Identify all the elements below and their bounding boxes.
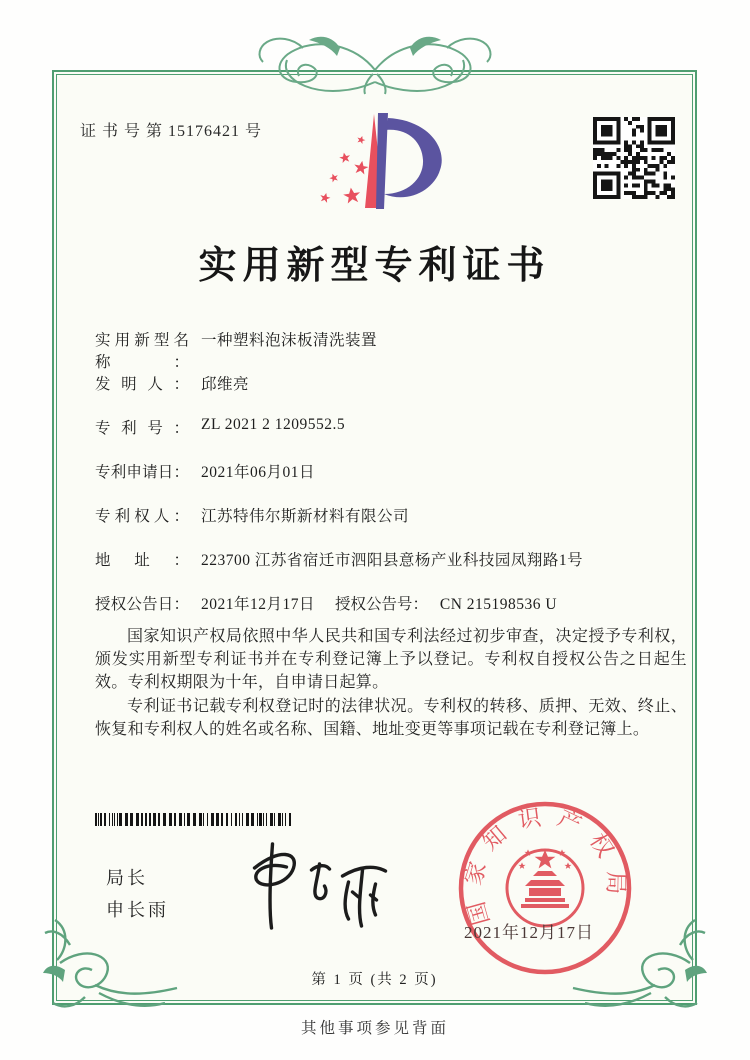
field-label: 专利权人： (95, 508, 189, 525)
field-value: 2021年06月01日 (201, 464, 316, 481)
field-label: 专利申请日： (95, 464, 189, 481)
field-label: 实用新型名称： (95, 332, 189, 371)
field-value: CN 215198536 U (439, 596, 558, 613)
field-value: 邱维亮 (201, 376, 250, 393)
field-label: 专利号： (95, 420, 189, 437)
field-row-inventor (95, 372, 695, 393)
field-value: 江苏特伟尔斯新材料有限公司 (201, 508, 410, 525)
back-side-note: 其他事项参见背面 (300, 1020, 449, 1037)
svg-text:国家知识产权局 (460, 803, 628, 927)
field-label: 发明人： (95, 376, 189, 393)
legal-paragraph: 专利证书记载专利权登记时的法律状况。专利权的转移、质押、无效、终止、恢复和专利权人的姓名或名称、国籍、地址变更等事项记载在专利登记簿上。 (95, 697, 687, 738)
official-seal (455, 798, 635, 978)
field-label: 地址： (95, 552, 189, 569)
field-value: 2021年12月17日 (201, 596, 316, 613)
qr-code (593, 117, 675, 199)
field-label: 授权公告号： (335, 596, 429, 613)
field-row-address (95, 548, 695, 569)
seal-text: 国家知识产权局 (460, 803, 629, 928)
field-value: 223700 江苏省宿迁市泗阳县意杨产业科技园凤翔路1号 (201, 552, 584, 569)
field-row-patentee (95, 504, 695, 525)
certificate-number: 证 书 号 第 15176421 号 (80, 123, 263, 140)
page-number: 第 1 页 (共 2 页) (311, 972, 438, 988)
barcode (95, 813, 295, 826)
field-value: ZL 2021 2 1209552.5 (201, 416, 346, 433)
certificate-fields (95, 328, 695, 636)
field-row-name (95, 328, 695, 371)
cnipa-logo-icon (308, 110, 443, 212)
legal-text-block (95, 625, 687, 741)
field-value: 一种塑料泡沫板清洗装置 (201, 332, 378, 349)
signer-name: 申长雨 (106, 900, 169, 920)
field-row-grant-date (95, 592, 695, 613)
signer-title: 局长 (106, 868, 148, 888)
field-row-filing-date (95, 460, 695, 481)
field-pair-grant-number (335, 592, 557, 614)
certificate-title: 实用新型专利证书 (198, 245, 551, 287)
legal-paragraph: 国家知识产权局依照中华人民共和国专利法经过初步审查，决定授予专利权，颁发实用新型专利证书并在专利登记簿上予以登记。专利权自授权公告之日起生效。专利权期限为十年，自申请日起算。 (95, 628, 687, 692)
field-row-patent-number (95, 416, 695, 437)
national-emblem-icon (507, 849, 583, 926)
seal-date: 2021年12月17日 (464, 923, 594, 942)
director-signature (222, 836, 392, 931)
field-label: 授权公告日： (95, 596, 189, 613)
